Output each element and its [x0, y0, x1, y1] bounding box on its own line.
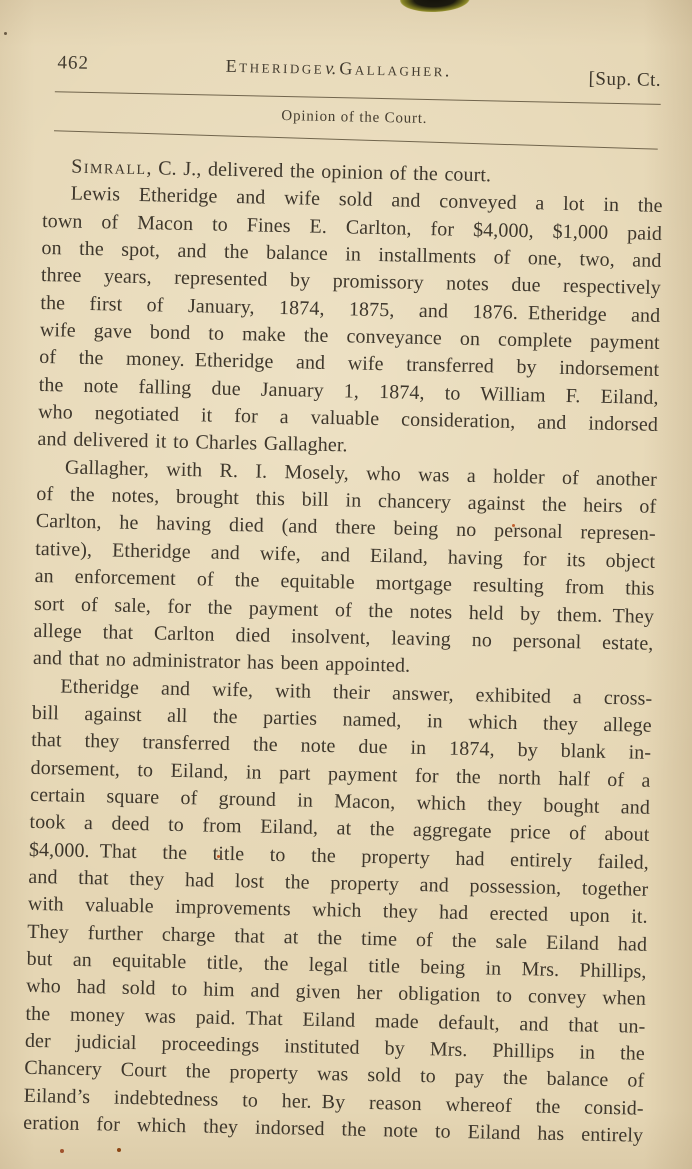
text-line: and that no administrator has been appointed.: [32, 647, 411, 677]
text-line: of the money. Etheridge and wife transferred by indorsement: [39, 346, 660, 382]
header-rule-bottom: [54, 130, 658, 149]
text-line: took a deed to from Eiland, at the aggregate price of about: [29, 811, 650, 847]
case-party-left: Etheridge: [225, 55, 325, 78]
text-line: town of Macon to Fines E. Carlton, for $4,000, $1,000 paid: [41, 209, 663, 245]
text-line: Chancery Court the property was sold to pay the balance of: [24, 1057, 645, 1093]
text-line: an enforcement of the equitable mortgage resulting from this: [34, 565, 655, 601]
text-line: certain square of ground in Macon, which they bought and: [29, 783, 651, 819]
text-line: Carlton, he having died (and there being no personal represen-: [35, 510, 656, 546]
text-line: with valuable improvements which they had erected upon it.: [27, 893, 648, 929]
text-line: and delivered it to Charles Gallagher.: [37, 428, 348, 457]
text-line: Eiland’s indebtedness to her. By reason whereof the consid-: [23, 1084, 644, 1120]
page-number: 462: [57, 52, 90, 74]
text-line: Etheridge and wife, with their answer, exhibited a cross-: [60, 674, 653, 710]
text-line: wife gave bond to make the conveyance on complete payment: [39, 319, 660, 354]
text-line: Simrall, C. J., delivered the opinion of the court.: [71, 155, 492, 187]
text-line: They further charge that at the time of the sale Eiland had: [27, 920, 648, 956]
text-line: who had sold to him and given her obligation to convey when: [25, 975, 647, 1011]
court-term-label: [Sup. Ct.: [588, 68, 662, 91]
case-title: [226, 54, 453, 83]
text-line: on the spot, and the balance in installments of one, two, and: [41, 236, 662, 272]
smallcaps-name: Simrall: [71, 155, 147, 180]
paper-speck: [4, 32, 7, 35]
text-line: and that they had lost the property and possession, together: [28, 865, 649, 901]
text-line: the money was paid. That Eiland made default, and that un-: [25, 1002, 646, 1038]
text-line: the first of January, 1874, 1875, and 1876. Etheridge and: [40, 291, 661, 327]
text-line: allege that Carlton died insolvent, leaving no personal estate,: [33, 619, 654, 655]
scan-artifact-blob: [400, 0, 471, 13]
text-line: der judicial proceedings instituted by Mrs. Phillips in the: [24, 1029, 646, 1065]
text-line: tative), Etheridge and wife, and Eiland, having for its object: [35, 537, 656, 573]
text-line: dorsement, to Eiland, in part payment for the north half of a: [30, 756, 651, 792]
text-line: of the notes, brought this bill in chancery against the heirs of: [36, 483, 657, 519]
opinion-text: [23, 153, 663, 1150]
paper-speck: [117, 1148, 121, 1152]
text-line: sort of sale, for the payment of the notes held by them. They: [33, 592, 655, 628]
text-line: Lewis Etheridge and wife sold and conveyed a lot in the: [70, 182, 663, 218]
text-line: who negotiated it for a valuable consideration, and indorsed: [37, 401, 659, 436]
text-line: eration for which they indorsed the note to Eiland has entirely: [23, 1111, 644, 1147]
text-line: but an equitable title, the legal title being in Mrs. Phillips,: [26, 947, 647, 983]
text-line: three years, represented by promissory notes due respectively: [40, 264, 662, 300]
text-line: bill against all the parties named, in which they allege: [31, 701, 652, 737]
case-party-right: Gallagher.: [339, 58, 453, 81]
text-line: the note falling due January 1, 1874, to William F. Eiland,: [38, 373, 659, 409]
running-header: [45, 36, 666, 91]
text-line: that they transferred the note due in 1874, by blank in-: [31, 729, 652, 765]
paper-speck: [60, 1149, 64, 1153]
page-content: [23, 36, 666, 1150]
text-line: Gallagher, with R. I. Mosely, who was a holder of another: [64, 456, 658, 491]
section-heading: Opinion of the Court.: [281, 107, 428, 128]
case-versus: v.: [325, 57, 337, 79]
text-line: $4,000. That the title to the property had entirely failed,: [28, 838, 650, 874]
